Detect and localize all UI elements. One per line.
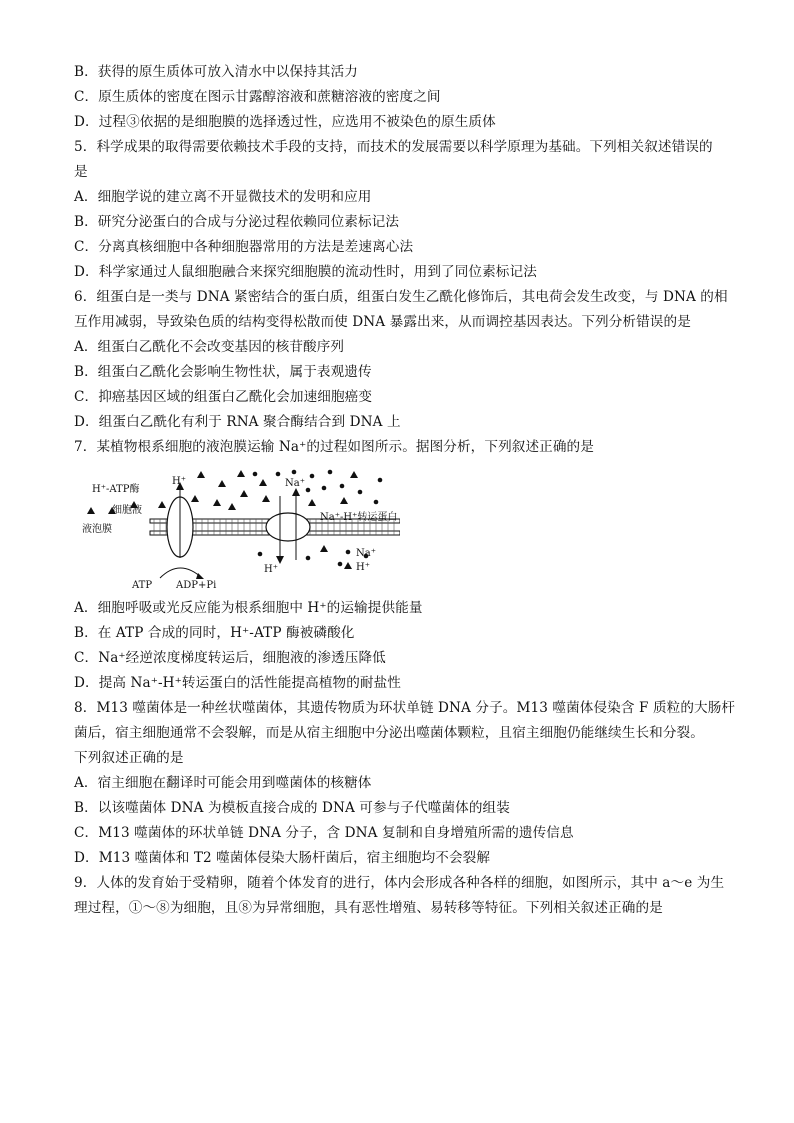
label-atp: ATP bbox=[132, 580, 153, 591]
option-5b: B．研究分泌蛋白的合成与分泌过程依赖同位素标记法 bbox=[74, 214, 400, 230]
option-5c: C．分离真核细胞中各种细胞器常用的方法是差速离心法 bbox=[74, 239, 414, 255]
atp-reaction-curve bbox=[160, 568, 202, 578]
question-9-stem: 9．人体的发育始于受精卵，随着个体发育的进行，体内会形成各种各样的细胞，如图所示，其中 a～e 为生 bbox=[74, 875, 725, 891]
question-9-stem-cont: 理过程，①～⑧为细胞，且⑧为异常细胞，具有恶性增殖、易转移等特征。下列相关叙述正确的是 bbox=[74, 900, 663, 916]
option-6b: B．组蛋白乙酰化会影响生物性状，属于表观遗传 bbox=[74, 364, 372, 380]
option-5a: A．细胞学说的建立离不开显微技术的发明和应用 bbox=[74, 189, 372, 205]
na-h-antiporter-protein bbox=[266, 513, 310, 541]
label-vacuole-membrane: 液泡膜 bbox=[82, 524, 112, 535]
option-4c: C．原生质体的密度在图示甘露醇溶液和蔗糖溶液的密度之间 bbox=[74, 89, 441, 105]
question-7-stem: 7．某植物根系细胞的液泡膜运输 Na⁺的过程如图所示。据图分析，下列叙述正确的是 bbox=[74, 439, 594, 455]
question-8-stem-cont: 菌后，宿主细胞通常不会裂解，而是从宿主细胞中分泌出噬菌体颗粒，且宿主细胞仍能继续生长和分裂。 bbox=[74, 725, 704, 741]
label-h-atpase: H⁺-ATP酶 bbox=[92, 484, 140, 495]
option-5d: D．科学家通过人鼠细胞融合来探究细胞膜的流动性时，用到了同位素标记法 bbox=[74, 264, 537, 280]
legend-na-dot bbox=[346, 550, 351, 555]
option-6d: D．组蛋白乙酰化有利于 RNA 聚合酶结合到 DNA 上 bbox=[74, 414, 401, 430]
legend-h-triangle bbox=[344, 562, 352, 569]
antiporter-na-arrowhead bbox=[292, 488, 300, 496]
option-8b: B．以该噬菌体 DNA 为模板直接合成的 DNA 可参与子代噬菌体的组装 bbox=[74, 800, 510, 816]
option-8c: C．M13 噬菌体的环状单链 DNA 分子，含 DNA 复制和自身增殖所需的遗传信息 bbox=[74, 825, 574, 841]
label-cell-sap: 细胞液 bbox=[112, 505, 142, 516]
question-5-stem-cont: 是 bbox=[74, 164, 88, 180]
option-4d: D．过程③依据的是细胞膜的选择透过性，应选用不被染色的原生质体 bbox=[74, 114, 496, 130]
legend-h-label: H⁺ bbox=[356, 562, 370, 573]
figure-svg bbox=[80, 466, 400, 592]
question-6-stem-cont: 互作用减弱，导致染色质的结构变得松散而使 DNA 暴露出来，从而调控基因表达。下列分析错误的是 bbox=[74, 314, 691, 330]
question-8-stem-end: 下列叙述正确的是 bbox=[74, 750, 184, 766]
option-7b: B．在 ATP 合成的同时，H⁺-ATP 酶被磷酸化 bbox=[74, 625, 355, 641]
question-6-stem: 6．组蛋白是一类与 DNA 紧密结合的蛋白质，组蛋白发生乙酰化修饰后，其电荷会发生改变，与 DNA 的相 bbox=[74, 289, 728, 305]
option-6c: C．抑癌基因区域的组蛋白乙酰化会加速细胞癌变 bbox=[74, 389, 373, 405]
option-8a: A．宿主细胞在翻译时可能会用到噬菌体的核糖体 bbox=[74, 775, 372, 791]
question-8-stem: 8．M13 噬菌体是一种丝状噬菌体，其遗传物质为环状单链 DNA 分子。M13 噬菌体侵染含 F 质粒的大肠杆 bbox=[74, 700, 736, 716]
label-h-top: H⁺ bbox=[172, 476, 186, 487]
option-7a: A．细胞呼吸或光反应能为根系细胞中 H⁺的运输提供能量 bbox=[74, 600, 423, 616]
label-antiporter: Na⁺-H⁺转运蛋白 bbox=[320, 512, 398, 523]
antiporter-h-arrowhead bbox=[276, 556, 284, 564]
exam-page bbox=[74, 60, 736, 921]
label-na-top: Na⁺ bbox=[285, 478, 305, 489]
option-7c: C．Na⁺经逆浓度梯度转运后，细胞液的渗透压降低 bbox=[74, 650, 386, 666]
vacuole-membrane-figure bbox=[80, 466, 400, 592]
text-block-top bbox=[74, 60, 730, 460]
option-7d: D．提高 Na⁺-H⁺转运蛋白的活性能提高植物的耐盐性 bbox=[74, 675, 401, 691]
label-adp-pi: ADP+Pi bbox=[176, 580, 217, 591]
option-4b: B．获得的原生质体可放入清水中以保持其活力 bbox=[74, 64, 358, 80]
legend-na-label: Na⁺ bbox=[356, 548, 376, 559]
label-h-bottom: H⁺ bbox=[264, 564, 278, 575]
text-block-bottom bbox=[74, 596, 736, 921]
question-5-stem: 5．科学成果的取得需要依赖技术手段的支持，而技术的发展需要以科学原理为基础。下列相关叙述错误的 bbox=[74, 139, 713, 155]
option-8d: D．M13 噬菌体和 T2 噬菌体侵染大肠杆菌后，宿主细胞均不会裂解 bbox=[74, 850, 491, 866]
option-6a: A．组蛋白乙酰化不会改变基因的核苷酸序列 bbox=[74, 339, 345, 355]
